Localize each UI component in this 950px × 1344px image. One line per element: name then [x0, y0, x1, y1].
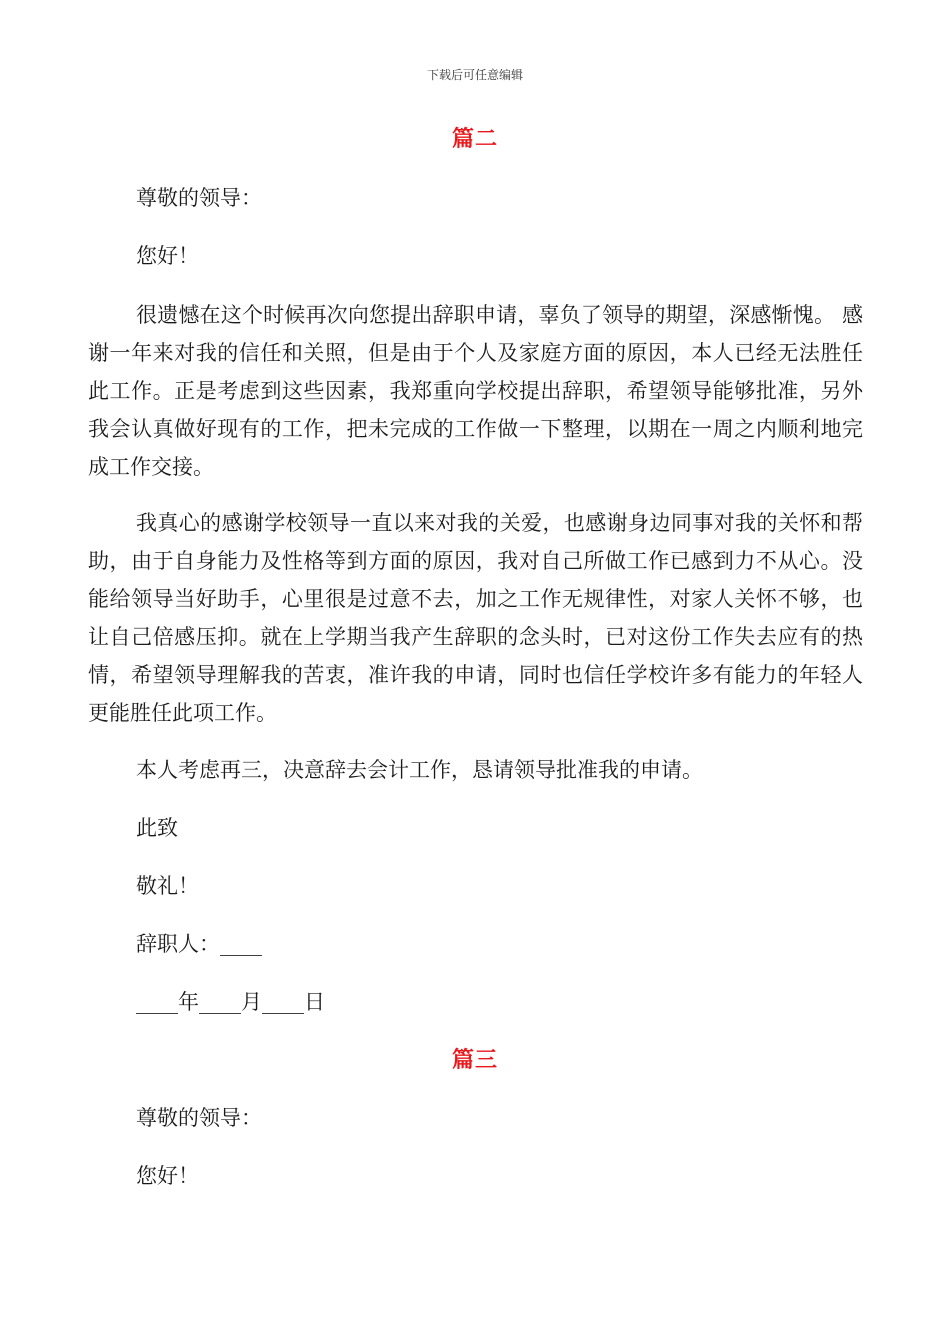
body-paragraph-2: 我真心的感谢学校领导一直以来对我的关爱，也感谢身边同事对我的关怀和帮助，由于自身能力及性格等到方面的原因，我对自己所做工作已感到力不从心。没能给领导当好助手，心里很是过意不去，加之工作无规律性，对家人关怀不够，也让自己倍感压抑。就在上学期当我产生辞职的念头时，已对这份工作失去应有的热情，希望领导理解我的苦衷，准许我的申请，同时也信任学校许多有能力的年轻人更能胜任此项工作。 — [88, 511, 863, 725]
salutation-2: 尊敬的领导： — [136, 1106, 262, 1130]
greeting-2: 您好！ — [136, 1164, 199, 1188]
closing-line-2: 敬礼！ — [136, 874, 199, 898]
date-line: ____年____月____日 — [136, 990, 325, 1014]
greeting: 您好！ — [136, 244, 199, 268]
header-note: 下载后可任意编辑 — [426, 68, 523, 82]
body-paragraph-1: 很遗憾在这个时候再次向您提出辞职申请，辜负了领导的期望，深感惭愧。 感谢一年来对我的信任和关照，但是由于个人及家庭方面的原因，本人已经无法胜任此工作。正是考虑到这些因素，我郑重向学校提出辞职，希望领导能够批准，另外我会认真做好现有的工作，把未完成的工作做一下整理，以期在一周之内顺利地完成工作交接。 — [88, 303, 863, 479]
section-heading-2: 篇二 — [451, 126, 498, 152]
salutation: 尊敬的领导： — [136, 186, 262, 210]
signature-line: 辞职人：____ — [136, 932, 262, 956]
body-paragraph-3: 本人考虑再三，决意辞去会计工作，恳请领导批准我的申请。 — [136, 758, 703, 782]
section-heading-3: 篇三 — [451, 1047, 498, 1073]
closing-line-1: 此致 — [136, 816, 178, 840]
